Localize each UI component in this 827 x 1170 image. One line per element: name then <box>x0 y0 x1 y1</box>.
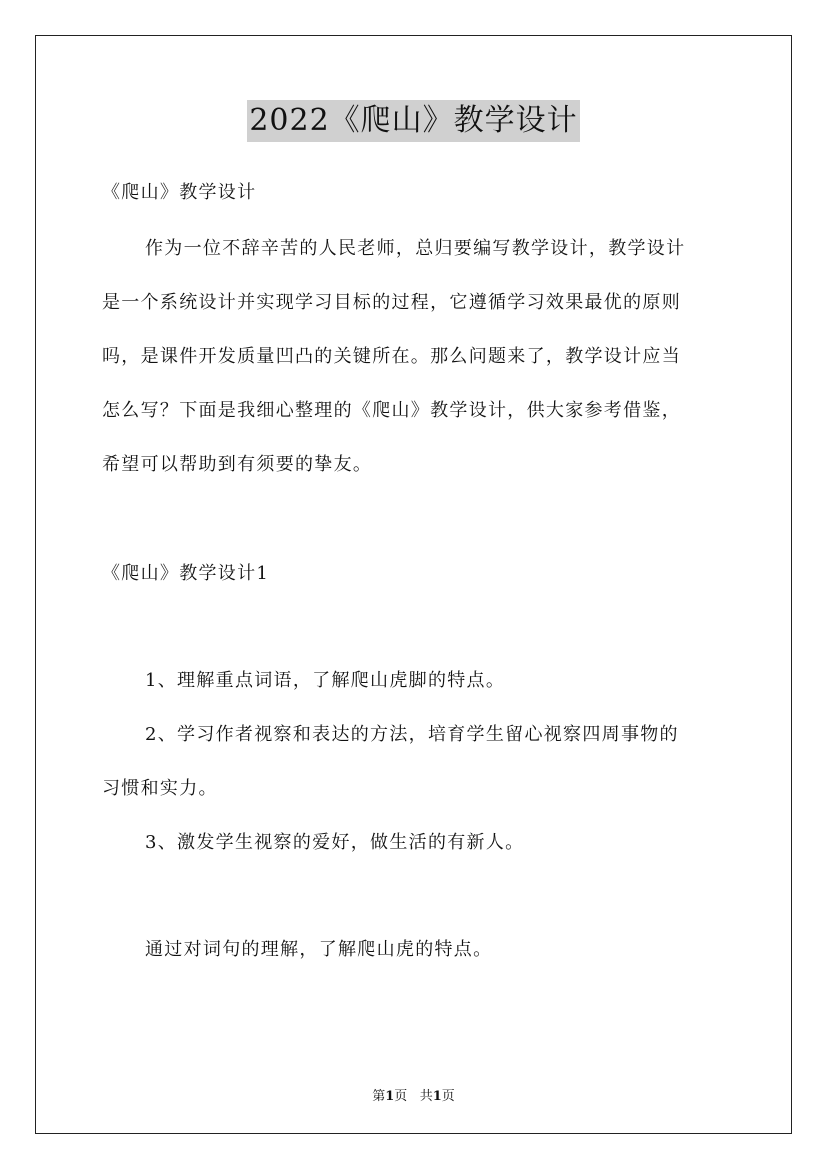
page-number: 1 <box>385 1089 395 1104</box>
total-prefix: 共 <box>419 1089 433 1104</box>
total-suffix: 页 <box>441 1089 455 1104</box>
objective-item-continuation: 习惯和实力。 <box>102 778 218 799</box>
intro-line: 是一个系统设计并实现学习目标的过程，它遵循学习效果最优的原则 <box>102 292 681 313</box>
intro-line: 作为一位不辞辛苦的人民老师，总归要编写教学设计，教学设计 <box>145 238 686 259</box>
intro-line: 吗，是课件开发质量凹凸的关键所在。那么问题来了，教学设计应当 <box>102 346 681 367</box>
subtitle: 《爬山》教学设计 <box>102 182 257 203</box>
document-title: 2022《爬山》教学设计 <box>247 100 579 142</box>
objective-item: 3、激发学生视察的爱好，做生活的有新人。 <box>145 832 525 853</box>
total-pages: 1 <box>432 1089 442 1104</box>
page-footer <box>0 1085 827 1104</box>
intro-line: 希望可以帮助到有须要的挚友。 <box>102 454 373 475</box>
page-label-suffix: 页 <box>394 1089 408 1104</box>
key-point: 通过对词句的理解，了解爬山虎的特点。 <box>145 939 493 960</box>
section-heading: 《爬山》教学设计1 <box>102 563 270 584</box>
objective-item: 2、学习作者视察和表达的方法，培育学生留心视察四周事物的 <box>145 724 679 745</box>
intro-line: 怎么写？下面是我细心整理的《爬山》教学设计，供大家参考借鉴， <box>102 400 681 421</box>
page-label-prefix: 第 <box>372 1089 386 1104</box>
title-container <box>0 100 827 142</box>
objective-item: 1、理解重点词语，了解爬山虎脚的特点。 <box>145 670 506 691</box>
